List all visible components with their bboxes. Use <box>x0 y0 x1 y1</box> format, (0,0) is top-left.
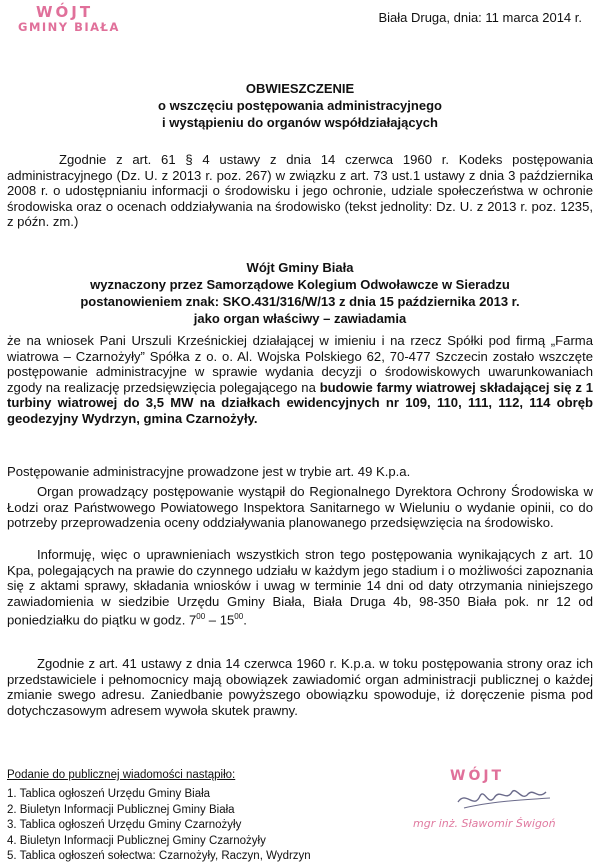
list-item: 1. Tablica ogłoszeń Urzędu Gminy Biała <box>7 788 211 800</box>
intro-paragraph: Zgodnie z art. 61 § 4 ustawy z dnia 14 czerwca 1960 r. Kodeks postępowania administracyjnego (Dz. U. z 2013 r. poz. 267) w związku z art. 73 ust.1 ustawy z dnia 3 października 2008 r. o udostępnianiu informacji o środowisku i jego ochronie, udziale społeczeństwa w ochronie środowiska oraz o ocenach oddziaływania na środowisko (tekst jednolity: Dz. U. z 2013 r. poz. 1235, z późn. zm.) <box>7 152 593 230</box>
stamp-line-2: GMINY BIAŁA <box>18 20 120 35</box>
address-change-paragraph: Zgodnie z art. 41 ustawy z dnia 14 czerwca 1960 r. K.p.a. w toku postępowania strony oraz ich przedstawiciele i pełnomocnicy mają obowiązek zawiadomić organ administracji publicznej o każdej zmianie swego adresu. Zaniedbanie powyższego obowiązku spowoduje, iż doręczenie pisma pod dotychczasowym adresem wywoła skutek prawny. <box>7 656 593 718</box>
document-heading <box>40 80 560 131</box>
hours-start-sup: 00 <box>196 612 206 622</box>
announcer-line-2: wyznaczony przez Samorządowe Kolegium Odwoławcze w Sieradzu <box>90 277 510 292</box>
hours-dash: – 15 <box>205 612 235 628</box>
announcer-block <box>40 259 560 327</box>
list-item: 5. Tablica ogłoszeń sołectwa: Czarnożyły, Raczyn, Wydrzyn <box>7 850 311 863</box>
list-item: 3. Tablica ogłoszeń Urzędu Gminy Czarnożyły <box>7 819 242 832</box>
list-item: 2. Biuletyn Informacji Publicznej Gminy Biała <box>7 803 235 816</box>
stamp-line-1: WÓJT <box>36 3 94 21</box>
project-description: budowie farmy wiatrowej składającej się z 1 turbiny wiatrowej do 3,5 MW na działkach ewidencyjnych nr 109, 110, 111, 112, 114 obręb geodezyjny Wydrzyn, gmina Czarnożyły. <box>7 379 593 426</box>
procedure-paragraph: Postępowanie administracyjne prowadzone jest w trybie art. 49 K.p.a. <box>7 464 411 479</box>
announcer-line-4: jako organ właściwy – zawiadamia <box>193 311 407 326</box>
list-item: 4. Biuletyn Informacji Publicznej Gminy Czarnożyły <box>7 834 266 847</box>
signatory-name: mgr inż. Sławomir Świgoń <box>413 817 556 830</box>
signature-underline <box>464 798 550 808</box>
signature-stroke <box>458 791 546 802</box>
heading-line-2: o wszczęciu postępowania administracyjnego <box>158 98 442 113</box>
signature-stamp-title: WÓJT <box>450 768 505 784</box>
document-date: Biała Druga, dnia: 11 marca 2014 r. <box>378 10 582 25</box>
distribution-list <box>7 787 311 865</box>
main-paragraph-text: że na wniosek Pani Urszuli Krześnickiej działającej w imieniu i na rzecz Spółki pod firmą „Farma wiatrowa – Czarnożyły” Spółka z o. o. Al. Wojska Polskiego 62, 70-477 Szczecin zostało wszczęte postępowanie administracyjne w sprawie wydania decyzji o środowiskowych uwarunkowaniach zgody na realizację przedsięwzięcia polegającego na <box>7 333 593 395</box>
hours-end: . <box>243 612 247 628</box>
opinion-paragraph: Organ prowadzący postępowanie wystąpił do Regionalnego Dyrektora Ochrony Środowiska w Łodzi oraz Państwowego Powiatowego Inspektora Sanitarnego w Wieluniu o wydanie opinii, co do potrzeby przeprowadzenia oceny oddziaływania planowanego przedsięwzięcia na środowisko. <box>7 484 593 531</box>
rights-paragraph <box>7 547 593 628</box>
office-stamp <box>18 4 128 34</box>
heading-title: OBWIESZCZENIE <box>245 81 355 96</box>
main-paragraph <box>7 333 593 427</box>
announcer-line-3: postanowieniem znak: SKO.431/316/W/13 z dnia 15 października 2013 r. <box>80 294 520 309</box>
hours-end-sup: 00 <box>234 612 244 622</box>
heading-line-3: i wystąpieniu do organów współdziałających <box>162 115 438 130</box>
announcer-line-1: Wójt Gminy Biała <box>246 260 354 275</box>
distribution-title: Podanie do publicznej wiadomości nastąpiło: <box>7 769 236 781</box>
rights-text: Informuję, więc o uprawnieniach wszystkich stron tego postępowania wynikających z art. 10 Kpa, polegających na prawie do czynnego udziału w każdym jego stadium i o możliwości zapoznania się z aktami sprawy, składania wniosków i uwag w terminie 14 dni od daty otrzymania niniejszego zawiadomienia w siedzibie Urzędu Gminy Biała, Biała Druga 4b, 98-350 Biała pok. nr 12 od poniedziałku do piątku w godz. 7 <box>7 547 593 628</box>
